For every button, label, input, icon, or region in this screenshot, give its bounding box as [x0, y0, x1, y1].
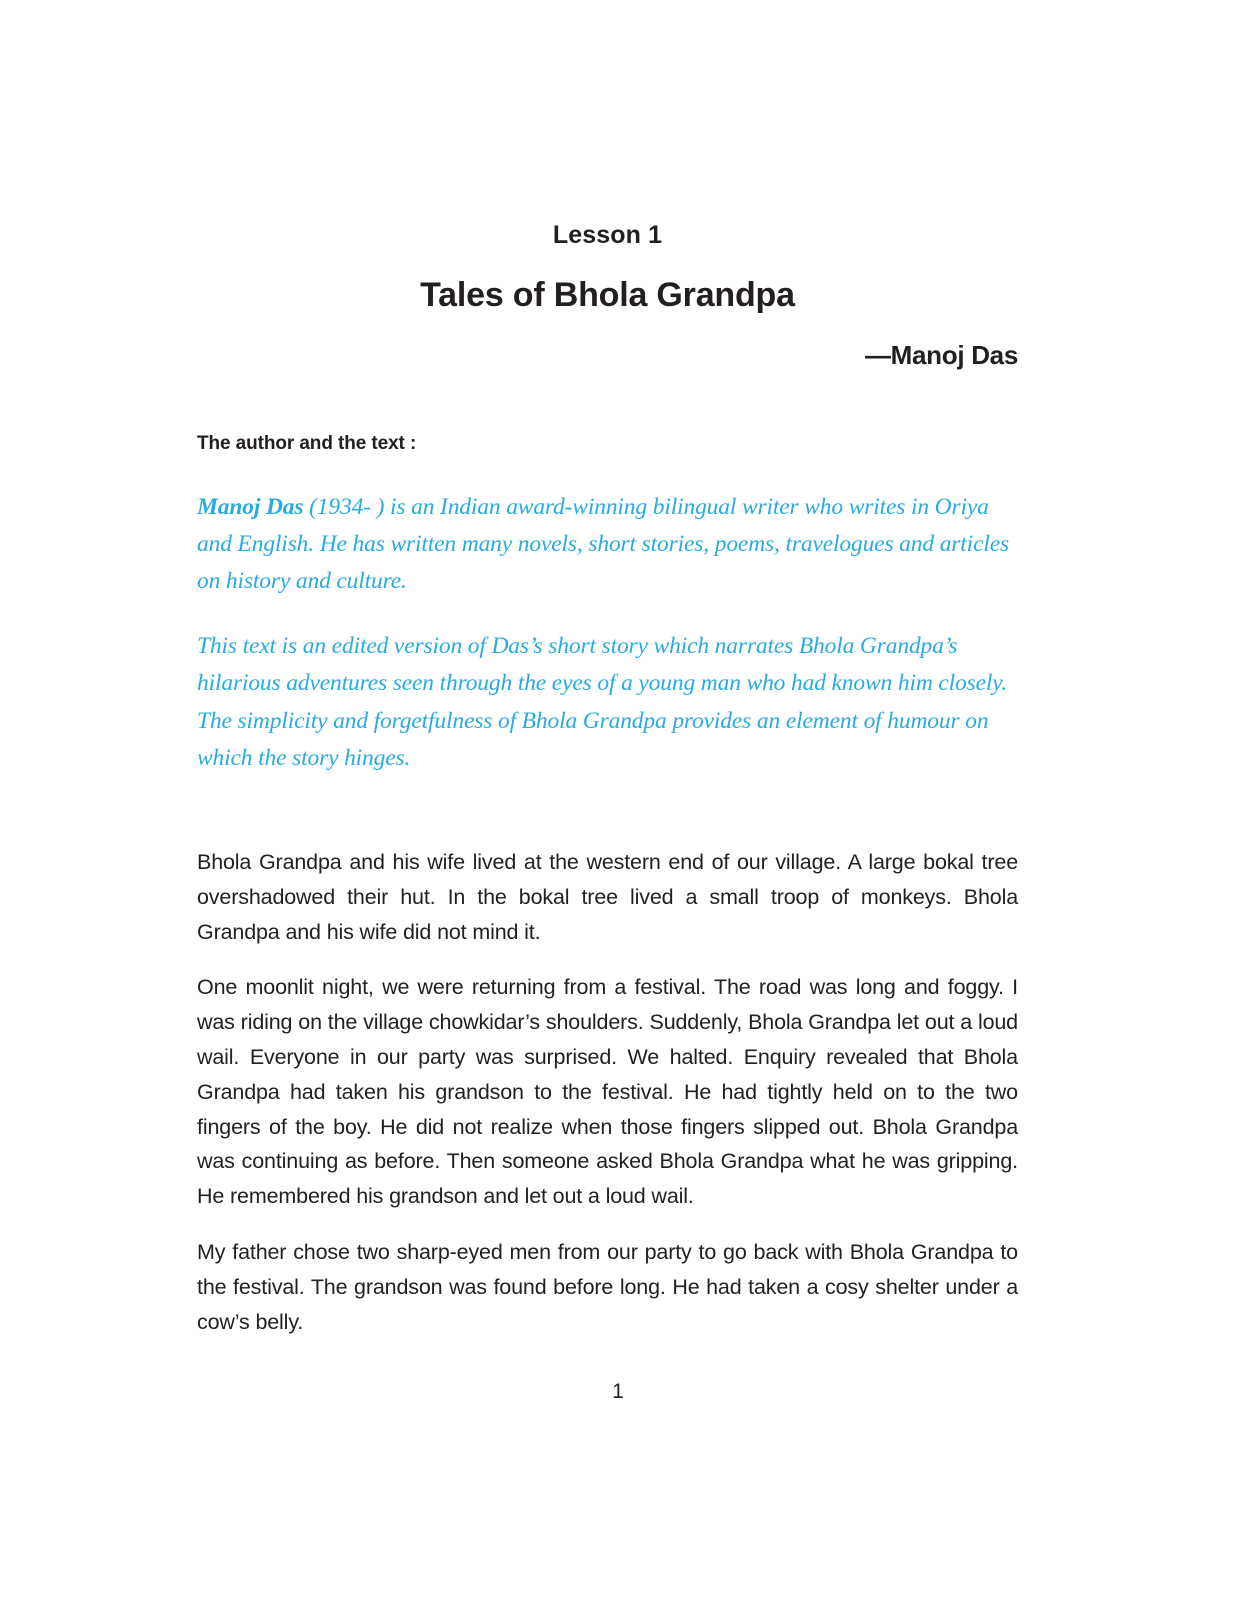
content-column — [197, 0, 1018, 1340]
lesson-label: Lesson 1 — [552, 221, 663, 249]
text-note-paragraph: This text is an edited version of Das’s short story which narrates Bhola Grandpa’s hilarious adventures seen through the eyes of a young man who had known him closely. The simplicity and forgetfulness of Bhola Grandpa provides an element of humour on which the story hinges. — [197, 633, 1008, 771]
author-byline: —Manoj Das — [864, 339, 1018, 370]
body-paragraph-1: Bhola Grandpa and his wife lived at the western end of our village. A large bokal tree overshadowed their hut. In the bokal tree lived a small troop of monkeys. Bhola Grandpa and his wife did not mind it. — [197, 849, 1018, 944]
author-note-paragraph — [197, 456, 1018, 600]
body-paragraph-3: My father chose two sharp-eyed men from our party to go back with Bhola Grandpa to the festival. The grandson was found before long. He had taken a cosy shelter under a cow’s belly. — [197, 1240, 1018, 1334]
author-note-text: (1934- ) is an Indian award-winning bilingual writer who writes in Oriya and English. He has written many novels, short stories, poems, travelogues and articles on history and culture. — [197, 493, 1009, 595]
page-title: Tales of Bhola Grandpa — [420, 275, 795, 314]
page-number: 1 — [612, 1380, 624, 1403]
author-name-highlight: Manoj Das — [197, 493, 304, 520]
body-paragraph-2: One moonlit night, we were returning from a festival. The road was long and foggy. I was riding on the village chowkidar’s shoulders. Suddenly, Bhola Grandpa let out a loud wail. Everyone in our party was surprised. We halted. Enquiry revealed that Bhola Grandpa had taken his grandson to the festival. He had tightly held on to the two fingers of the boy. He did not realize when those fingers slipped out. Bhola Grandpa was continuing as before. Then someone asked Bhola Grandpa what he was gripping. He remembered his grandson and let out a loud wail. — [197, 975, 1018, 1209]
section-heading-author-and-text: The author and the text : — [197, 433, 417, 455]
